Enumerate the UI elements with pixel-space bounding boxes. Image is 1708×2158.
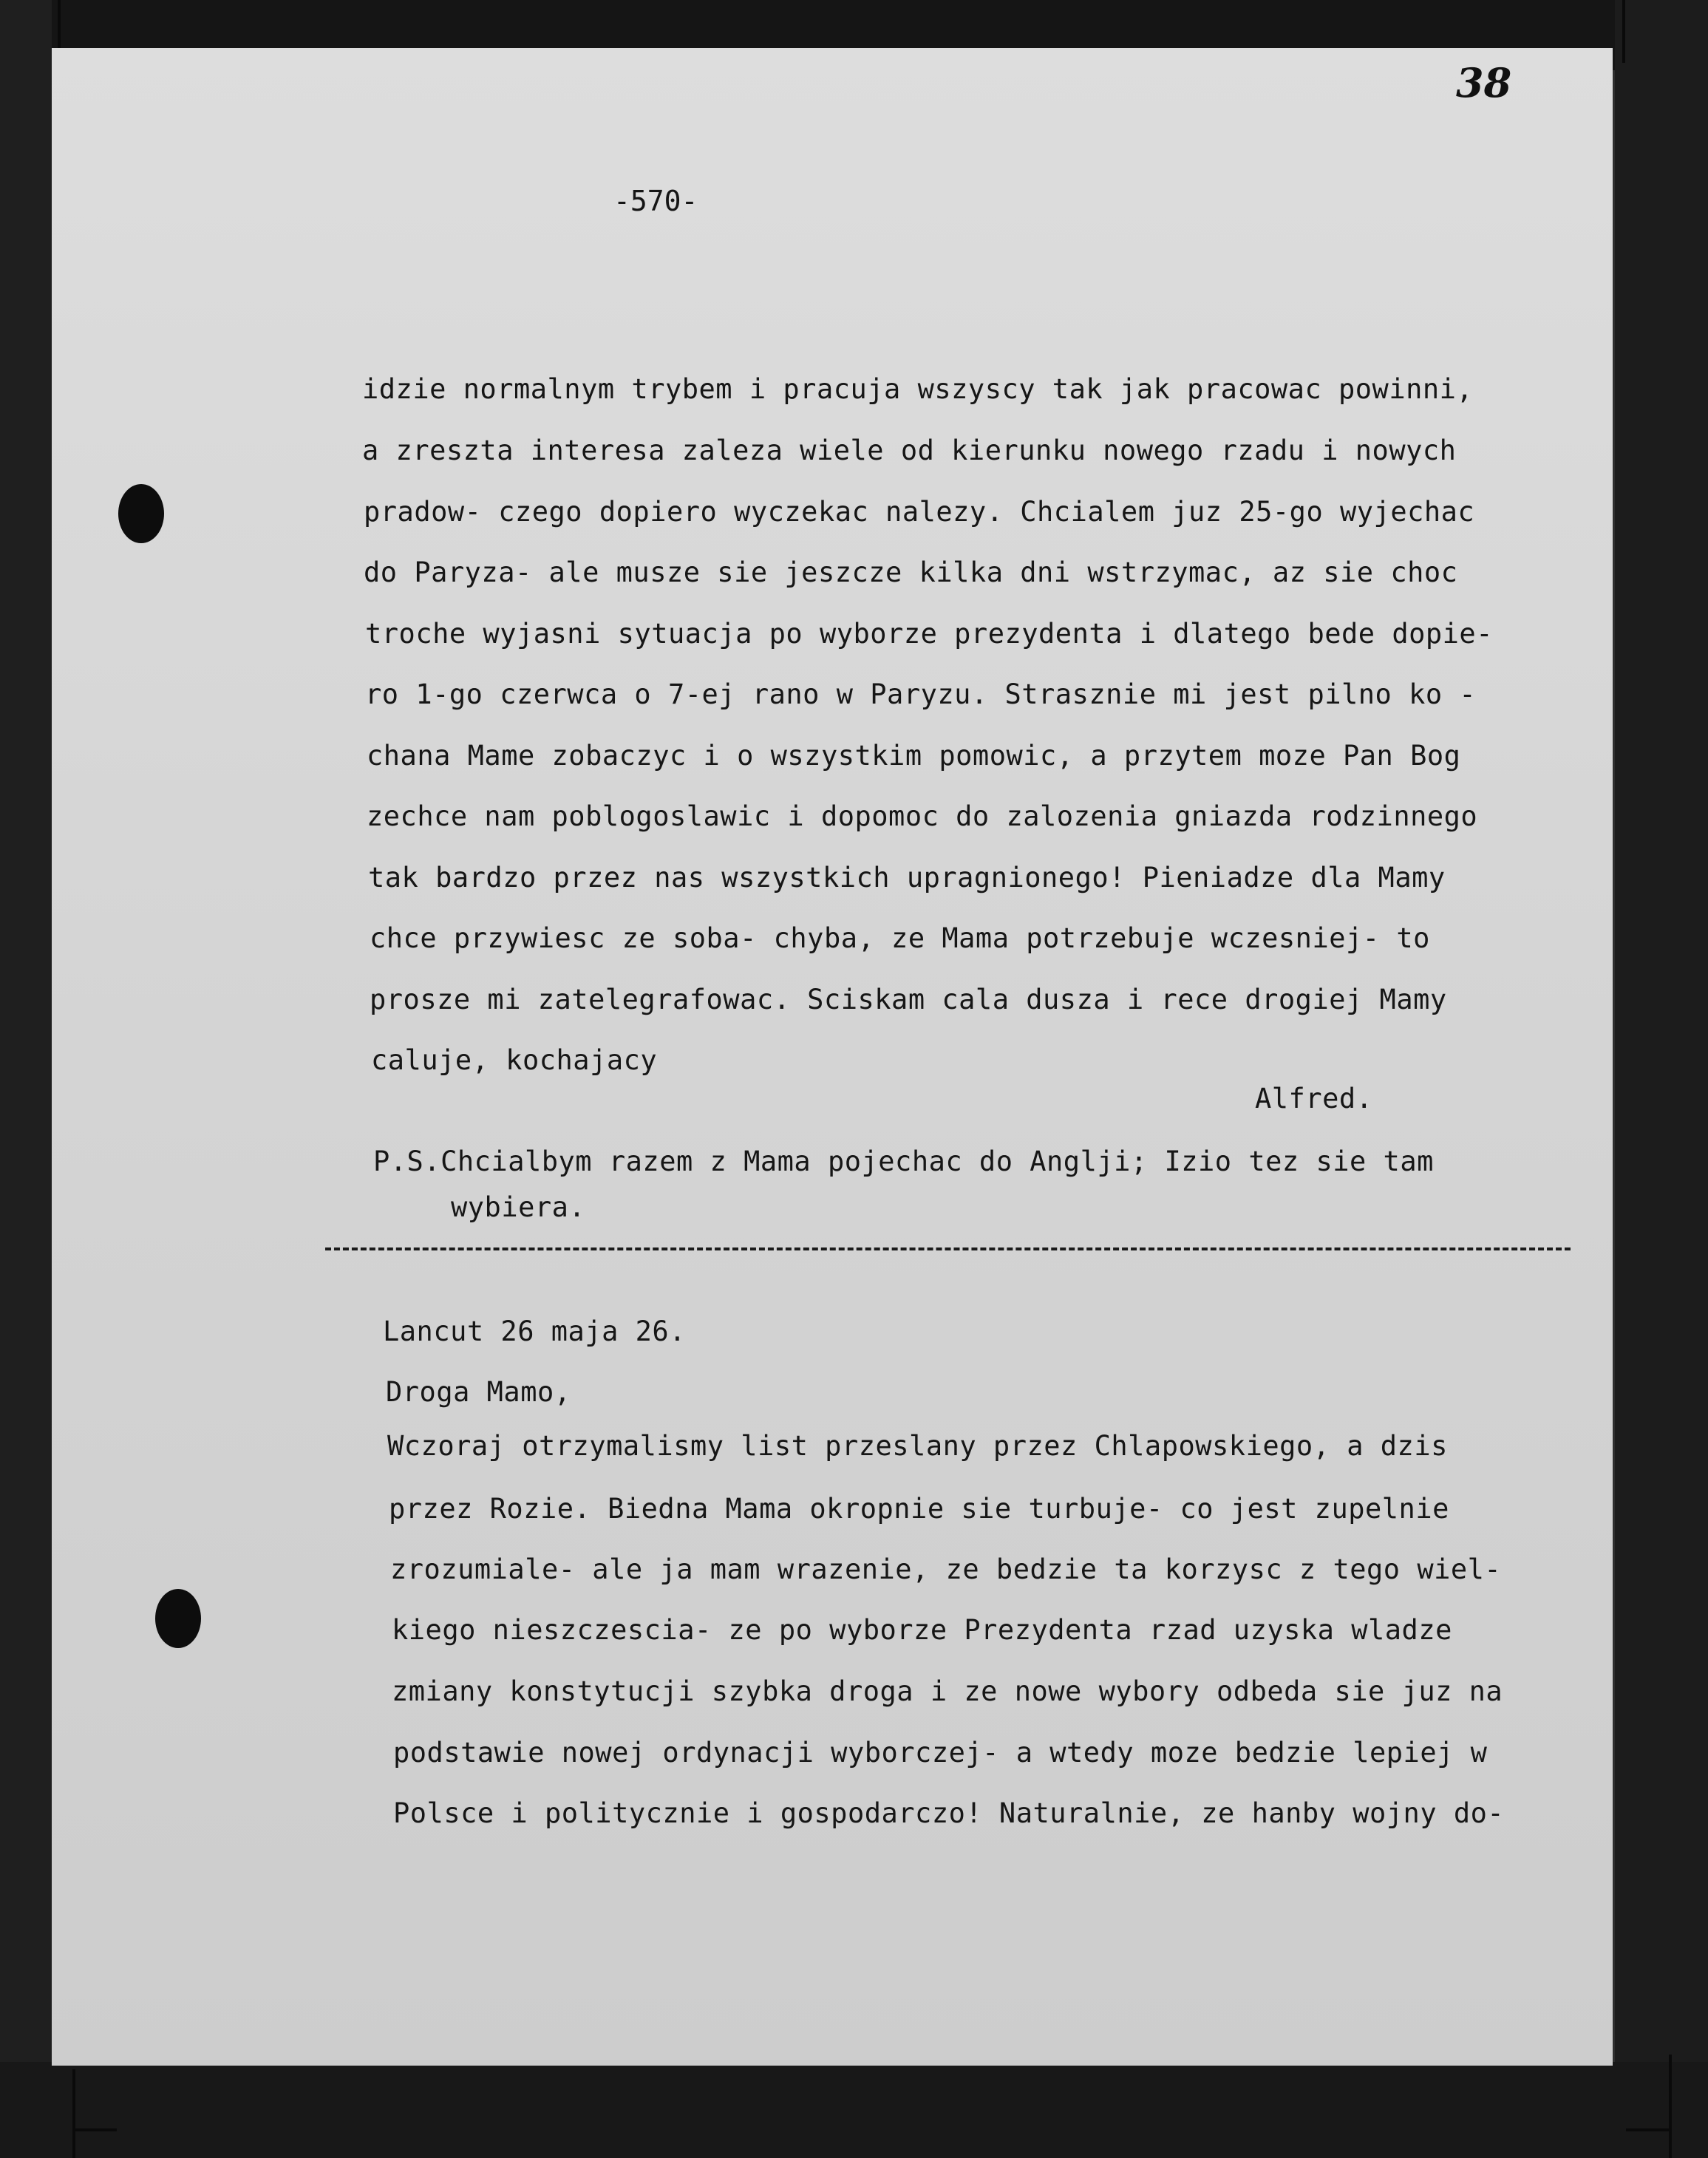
letter-2-dateline: Lancut 26 maja 26. (383, 1315, 686, 1347)
letter-1-line: tak bardzo przez nas wszystkich upragnionego! Pieniadze dla Mamy (368, 862, 1446, 894)
scan-border-bottom (0, 2062, 1708, 2158)
letter-1-line: troche wyjasni sytuacja po wyborze prezydenta i dlatego bede dopie- (365, 618, 1493, 650)
letter-1-line: chce przywiesc ze soba- chyba, ze Mama potrzebuje wczesniej- to (370, 922, 1430, 954)
letter-1-line: zechce nam poblogoslawic i dopomoc do zalozenia gniazda rodzinnego (367, 800, 1478, 832)
letter-1-line: ro 1-go czerwca o 7-ej rano w Paryzu. Strasznie mi jest pilno ko - (365, 678, 1477, 710)
letter-2-line: Polsce i politycznie i gospodarczo! Naturalnie, ze hanby wojny do- (393, 1797, 1505, 1829)
dashed-separator (325, 1248, 1571, 1250)
crop-mark-bottom-left-vertical (72, 2069, 75, 2158)
punch-hole-lower (155, 1589, 201, 1648)
letter-1-line: idzie normalnym trybem i pracuja wszyscy tak jak pracowac powinni, (362, 373, 1474, 405)
folio-number: 38 (1456, 59, 1512, 106)
letter-1-line: chana Mame zobaczyc i o wszystkim pomowic, a przytem moze Pan Bog (367, 740, 1461, 772)
letter-1-line: do Paryza- ale musze sie jeszcze kilka dni wstrzymac, az sie choc (364, 556, 1458, 588)
letter-2-line: kiego nieszczescia- ze po wyborze Prezydenta rzad uzyska wladze (392, 1614, 1452, 1646)
letter-2-salutation: Droga Mamo, (386, 1376, 571, 1408)
letter-1-line: prosze mi zatelegrafowac. Sciskam cala dusza i rece drogiej Mamy (370, 984, 1447, 1015)
crop-mark-bottom-right-vertical (1669, 2055, 1672, 2158)
letter-1-line: caluje, kochajacy (371, 1044, 658, 1076)
letter-2-line: Wczoraj otrzymalismy list przeslany przez Chlapowskiego, a dzis (387, 1430, 1448, 1462)
letter-2-line: zmiany konstytucji szybka droga i ze nowe wybory odbeda sie juz na (392, 1675, 1503, 1707)
crop-mark-bottom-right-horizontal (1626, 2128, 1670, 2131)
crop-mark-bottom-left-horizontal (72, 2128, 117, 2131)
letter-1-postscript: wybiera. (451, 1191, 586, 1223)
page-number: -570- (613, 185, 698, 217)
punch-hole-upper (118, 484, 164, 543)
letter-2-line: zrozumiale- ale ja mam wrazenie, ze bedzie ta korzysc z tego wiel- (390, 1553, 1502, 1585)
letter-1-signature: Alfred. (1255, 1083, 1373, 1114)
letter-2-line: przez Rozie. Biedna Mama okropnie sie turbuje- co jest zupelnie (389, 1493, 1449, 1525)
letter-1-postscript: P.S.Chcialbym razem z Mama pojechac do Anglji; Izio tez sie tam (373, 1146, 1434, 1177)
letter-1-line: a zreszta interesa zaleza wiele od kierunku nowego rzadu i nowych (362, 435, 1457, 466)
crop-mark-top-right-vertical (1622, 0, 1625, 63)
letter-2-line: podstawie nowej ordynacji wyborczej- a wtedy moze bedzie lepiej w (393, 1737, 1488, 1769)
scan-border-right (1615, 0, 1708, 2158)
letter-1-line: pradow- czego dopiero wyczekac nalezy. Chcialem juz 25-go wyjechac (364, 496, 1475, 528)
scan-border-left (0, 0, 52, 2158)
